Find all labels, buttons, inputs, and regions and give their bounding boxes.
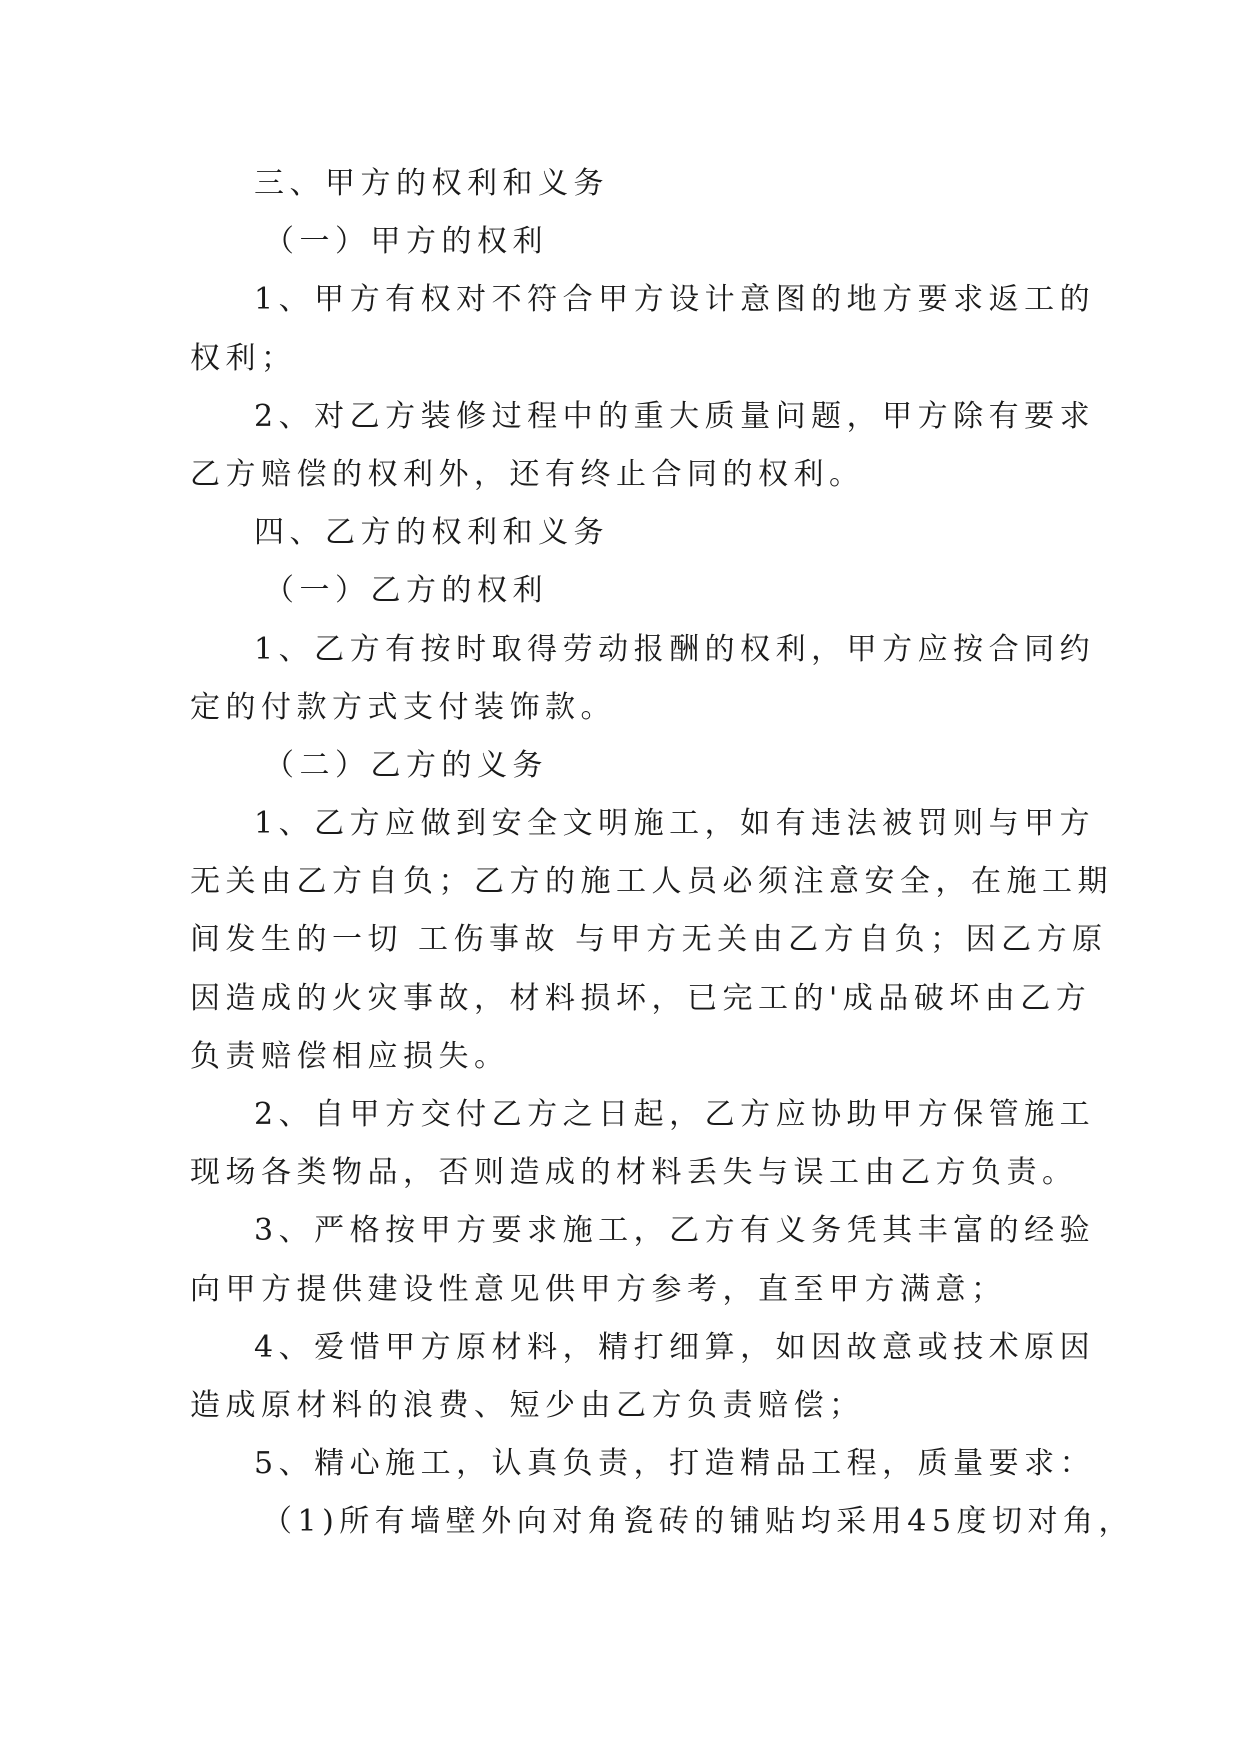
paragraph-line: 1、乙方有按时取得劳动报酬的权利，甲方应按合同约 bbox=[254, 631, 1096, 667]
section-heading-3: 三、甲方的权利和义务 bbox=[254, 166, 609, 201]
paragraph-line: 无关由乙方自负；乙方的施工人员必须注意安全，在施工期 bbox=[190, 864, 1113, 900]
paragraph-line: 造成原材料的浪费、短少由乙方负责赔偿； bbox=[190, 1387, 865, 1423]
paragraph-line: 3、严格按甲方要求施工，乙方有义务凭其丰富的经验 bbox=[254, 1213, 1096, 1249]
paragraph-line: （1)所有墙壁外向对角瓷砖的铺贴均采用45度切对角， bbox=[262, 1504, 1134, 1540]
subsection-heading: （二）乙方的义务 bbox=[264, 747, 548, 783]
paragraph-line: 乙方赔偿的权利外，还有终止合同的权利。 bbox=[190, 456, 865, 492]
document-body bbox=[190, 155, 1134, 1552]
paragraph-line: 因造成的火灾事故，材料损坏，已完工的'成品破坏由乙方 bbox=[190, 980, 1092, 1016]
paragraph-line: 1、乙方应做到安全文明施工，如有违法被罚则与甲方 bbox=[254, 806, 1096, 842]
subsection-heading: （一）甲方的权利 bbox=[264, 224, 548, 260]
paragraph-line: 2、对乙方装修过程中的重大质量问题，甲方除有要求 bbox=[254, 398, 1096, 434]
paragraph-line: 权利； bbox=[190, 340, 297, 376]
paragraph-line: 负责赔偿相应损失。 bbox=[190, 1038, 510, 1074]
paragraph-line: 向甲方提供建设性意见供甲方参考，直至甲方满意； bbox=[190, 1271, 1007, 1307]
section-heading-4: 四、乙方的权利和义务 bbox=[254, 515, 609, 551]
paragraph-line: 5、精心施工，认真负责，打造精品工程，质量要求： bbox=[254, 1446, 1096, 1482]
paragraph-line: 1、甲方有权对不符合甲方设计意图的地方要求返工的 bbox=[254, 282, 1096, 318]
paragraph-line: 2、自甲方交付乙方之日起，乙方应协助甲方保管施工 bbox=[254, 1097, 1096, 1132]
paragraph-line: 间发生的一切 工伤事故 与甲方无关由乙方自负；因乙方原 bbox=[190, 922, 1108, 958]
paragraph-line: 4、爱惜甲方原材料，精打细算，如因故意或技术原因 bbox=[254, 1329, 1096, 1365]
subsection-heading: （一）乙方的权利 bbox=[264, 573, 548, 609]
paragraph-line: 定的付款方式支付装饰款。 bbox=[190, 689, 616, 725]
paragraph-line: 现场各类物品，否则造成的材料丢失与误工由乙方负责。 bbox=[190, 1155, 1078, 1191]
